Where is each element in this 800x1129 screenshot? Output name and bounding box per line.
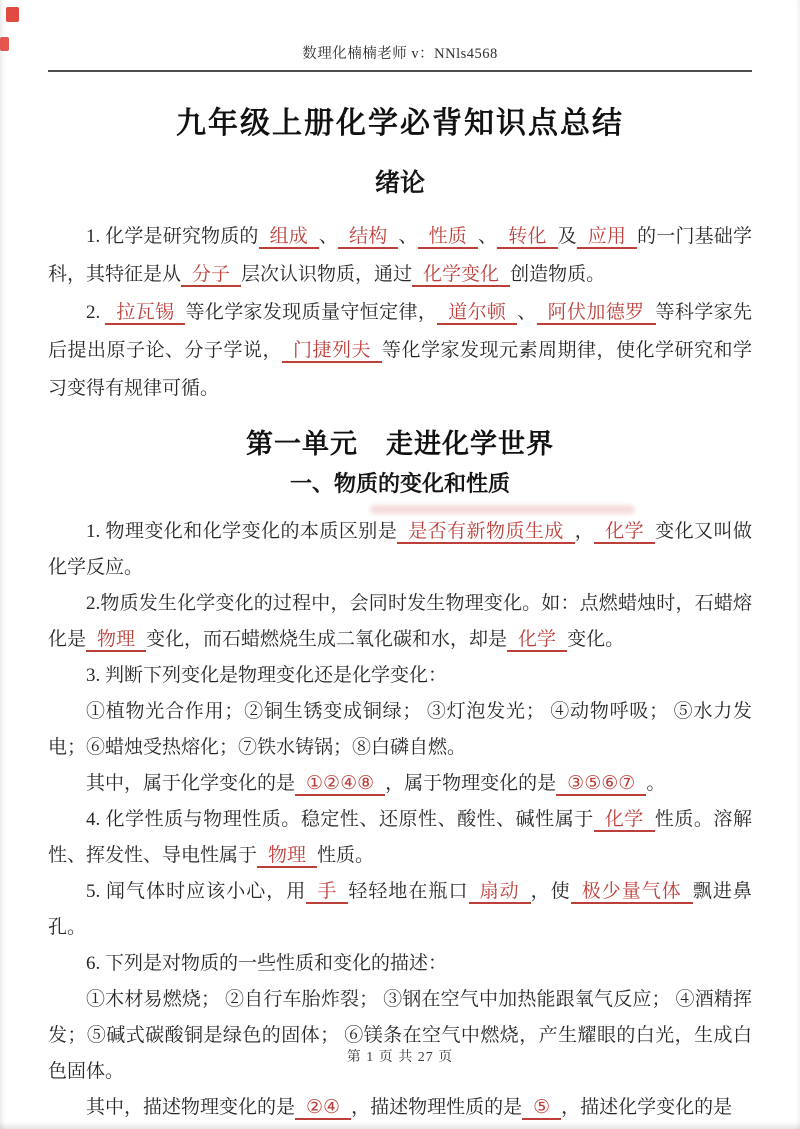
unit-heading: 第一单元 走进化学世界	[246, 429, 554, 459]
page-footer	[0, 1050, 800, 1066]
text-run: 1. 物理变化和化学变化的本质区别是	[86, 521, 398, 542]
answer-blank: ⑤	[522, 1097, 561, 1120]
text-run: 层次认识物质，通过	[241, 264, 413, 285]
answer-blank: 是否有新物质生成	[397, 521, 575, 544]
intro-heading: 绪论	[374, 170, 425, 197]
text-run: 2.物质发生化学变化的过程中，会同时发生物理变化。如：点燃蜡烛时，石蜡熔化是	[48, 593, 752, 650]
answer-blank: ②④	[295, 1097, 351, 1120]
text-run: ，描述物理性质的是	[351, 1097, 523, 1118]
text-run: 创造物质。	[510, 264, 606, 285]
header-rule	[48, 70, 752, 72]
answer-blank: 分子	[181, 264, 241, 287]
text-run: 、	[478, 226, 498, 247]
text-run: 等科学家先后提出原子论、分子学说，	[48, 302, 752, 361]
ink-bleed-smudge	[370, 505, 635, 514]
answer-blank: 应用	[577, 226, 637, 249]
text-run: 5. 闻气体时应该小心，用	[86, 881, 307, 902]
text-run: 等化学家发现元素周期律，使化学研究和学习变得有规律可循。	[48, 340, 752, 399]
unit1-item-2	[48, 586, 752, 658]
answer-blank: 阿伏加德罗	[537, 302, 656, 325]
answer-blank: 道尔顿	[437, 302, 517, 325]
answer-blank: ③⑤⑥⑦	[556, 773, 646, 796]
sub-heading: 一、物质的变化和性质	[289, 471, 510, 496]
answer-line-2	[48, 1090, 752, 1126]
text-run: 2.	[86, 302, 106, 323]
text-run: 性质。溶解性、挥发性、导电性属于	[48, 809, 752, 866]
answer-blank: 手	[306, 881, 348, 904]
text-run: 4. 化学性质与物理性质。稳定性、还原性、酸性、碱性属于	[86, 809, 594, 830]
text-run: 1. 化学是研究物质的	[86, 226, 259, 247]
answer-blank: 转化	[497, 226, 557, 249]
answer-blank: 物理	[86, 629, 146, 652]
text-run: 轻轻地在瓶口	[348, 881, 469, 902]
text-run: 及	[557, 226, 577, 247]
unit1-item-5	[48, 874, 752, 946]
unit1-item-4	[48, 802, 752, 874]
answer-blank: 门捷列夫	[282, 340, 382, 363]
red-corner-mark-top	[6, 7, 19, 22]
text-run: 、	[517, 302, 537, 323]
text-run: 、	[318, 226, 339, 247]
unit1-item-1	[48, 514, 752, 586]
text-run: 飘进鼻孔。	[48, 881, 752, 938]
text-run: 其中，描述物理变化的是	[86, 1097, 296, 1118]
unit1-item-3	[48, 658, 752, 694]
text-run: 等化学家发现质量守恒定律，	[185, 302, 438, 323]
red-corner-mark-left	[0, 37, 9, 51]
unit1-item-6	[48, 946, 752, 982]
intro-paragraph-1	[48, 218, 752, 294]
text-run: 6. 下列是对物质的一些性质和变化的描述：	[86, 953, 448, 974]
text-run: ①木材易燃烧； ②自行车胎炸裂； ③钢在空气中加热能跟氧气反应； ④酒精挥发；⑤碱式碳酸铜是绿色的固体； ⑥镁条在空气中燃烧，产生耀眼的白光，生成白色固体。	[48, 989, 752, 1082]
intro-section	[48, 218, 752, 408]
text-run: 变化，而石蜡燃烧生成二氧化碳和水，却是	[146, 629, 508, 650]
text-run: 的一门基础学科，其特征是从	[48, 226, 752, 285]
text-run: 其中，属于化学变化的是	[86, 773, 296, 794]
answer-blank: 扇动	[469, 881, 531, 904]
text-run: 。	[646, 773, 666, 794]
text-run: 变化。	[567, 629, 625, 650]
intro-paragraph-2	[48, 294, 752, 408]
text-run: ，	[574, 521, 595, 542]
text-run: ，描述化学变化的是	[561, 1097, 733, 1118]
doc-header	[0, 0, 800, 72]
brand-text: 数理化楠楠老师 v：NNls4568	[302, 46, 498, 62]
text-run: ，使	[530, 881, 571, 902]
answer-blank: 化学	[594, 521, 655, 544]
answer-blank: 化学变化	[412, 264, 510, 287]
text-run: 变化又叫做化学反应。	[48, 521, 752, 578]
answer-blank: 组成	[259, 226, 319, 249]
answer-blank: 拉瓦锡	[105, 302, 185, 325]
answer-blank: 物理	[257, 845, 317, 868]
answer-blank: 化学	[594, 809, 655, 832]
text-run: ，属于物理变化的是	[385, 773, 557, 794]
variations-list-1	[48, 694, 752, 766]
answer-blank: 极少量气体	[571, 881, 693, 904]
text-run: ①植物光合作用；②铜生锈变成铜绿； ③灯泡发光； ④动物呼吸； ⑤水力发电；⑥蜡烛受热熔化；⑦铁水铸锅；⑧白磷自燃。	[48, 701, 752, 758]
unit1-section	[48, 514, 752, 1126]
answer-blank: 结构	[338, 226, 398, 249]
text-run: 3. 判断下列变化是物理变化还是化学变化：	[86, 665, 448, 686]
answer-blank: 性质	[418, 226, 478, 249]
text-run: 性质。	[317, 845, 375, 866]
page-number: 第 1 页 共 27 页	[346, 1050, 454, 1065]
answer-blank: 化学	[507, 629, 567, 652]
text-run: 、	[398, 226, 418, 247]
page-title: 九年级上册化学必背知识点总结	[176, 107, 624, 140]
descriptions-list	[48, 982, 752, 1090]
answer-blank: ①②④⑧	[295, 773, 385, 796]
answer-line-1	[48, 766, 752, 802]
